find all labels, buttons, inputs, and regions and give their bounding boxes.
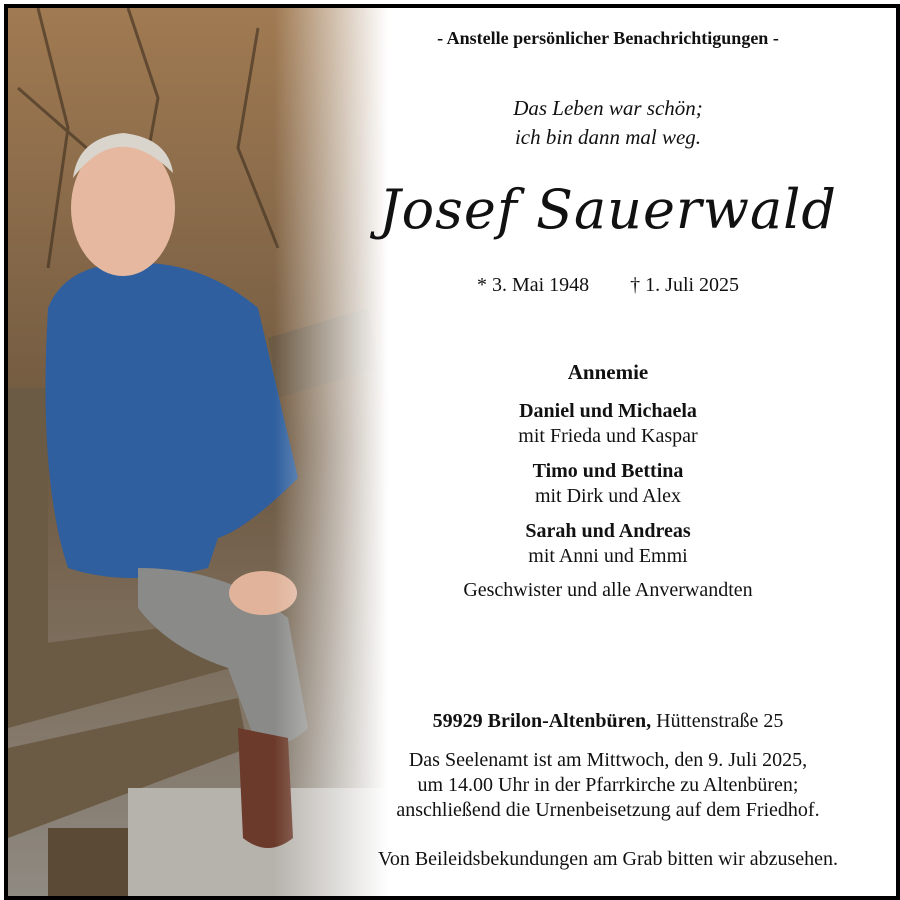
family-group-names: Timo und Bettina <box>532 460 684 482</box>
family-group-names: Sarah und Andreas <box>525 520 691 542</box>
motto-line: Das Leben war schön; <box>513 96 703 120</box>
portrait-photo <box>8 8 388 896</box>
family-group <box>338 459 878 509</box>
service-info <box>338 748 878 823</box>
address-street: Hüttenstraße 25 <box>656 710 784 732</box>
service-line: anschließend die Urnenbeisetzung auf dem Friedhof. <box>396 799 820 821</box>
family-group-children: mit Anni und Emmi <box>528 545 688 567</box>
condolence-note: Von Beileidsbekundungen am Grab bitten wir abzusehen. <box>377 848 839 870</box>
deceased-name: Josef Sauerwald <box>379 178 837 241</box>
family-list <box>338 360 878 602</box>
address <box>338 710 878 733</box>
service-line: um 14.00 Uhr in der Pfarrkirche zu Altenbüren; <box>417 774 799 796</box>
spouse-name: Annemie <box>567 360 649 384</box>
address-city: 59929 Brilon-Altenbüren, <box>432 710 652 732</box>
header-note: - Anstelle persönlicher Benachrichtigungen - <box>437 28 779 48</box>
motto <box>338 94 878 152</box>
family-group <box>338 399 878 449</box>
service-line: Das Seelenamt ist am Mittwoch, den 9. Juli 2025, <box>408 749 808 771</box>
relatives-line: Geschwister und alle Anverwandten <box>463 579 753 601</box>
family-group <box>338 519 878 569</box>
life-dates <box>338 274 878 297</box>
death-date: † 1. Juli 2025 <box>630 274 740 296</box>
family-group-names: Daniel und Michaela <box>519 400 697 422</box>
obituary-notice <box>4 4 900 900</box>
family-group-children: mit Frieda und Kaspar <box>518 425 698 447</box>
birth-date: * 3. Mai 1948 <box>476 274 590 296</box>
motto-line: ich bin dann mal weg. <box>514 125 702 149</box>
family-group-children: mit Dirk und Alex <box>534 485 682 507</box>
